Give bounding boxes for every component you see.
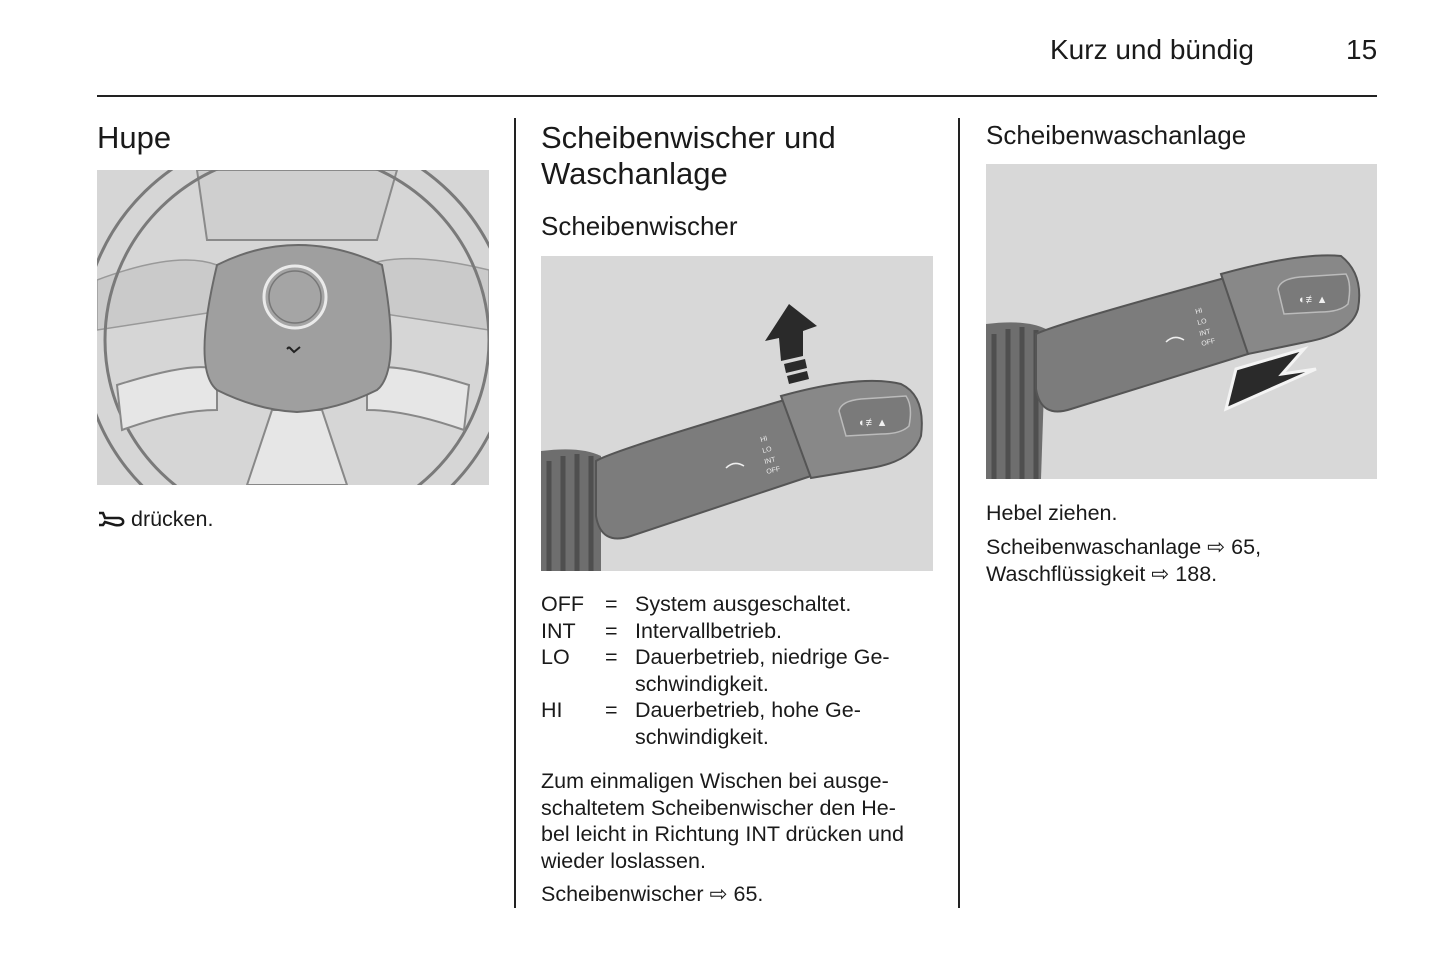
header-divider [97,95,1377,97]
steering-wheel-airbag-illustration [97,170,489,485]
reference-page: 65. [733,882,764,906]
svg-text:HI: HI [1194,307,1204,316]
washer-stalk-figure [986,164,1377,479]
definition-term: LO [541,645,570,669]
definition-text [635,697,935,750]
heading-line-2: Waschanlage [541,156,728,191]
paragraph-line: Zum einmaligen Wischen bei ausge- [541,769,889,793]
svg-text:◐≢▲: ◐≢▲ [859,417,888,429]
definition-text: System ausgeschaltet. [635,592,852,616]
paragraph-line: bel leicht in Richtung [541,822,746,846]
definition-text-line2: schwindigkeit. [635,671,769,696]
reference-text: Scheibenwischer [541,882,704,906]
subheading-scheibenwaschanlage: Scheibenwaschanlage [986,120,1247,150]
wiper-stalk-figure [541,256,933,571]
definition-term: OFF [541,592,584,616]
definition-text-line1: Dauerbetrieb, niedrige Ge- [635,645,890,669]
arrow-right-icon: ⇨ [709,882,728,906]
single-wipe-paragraph [541,768,941,874]
horn-instruction [97,506,213,533]
cross-references-washer [986,534,1261,587]
steering-wheel-figure [97,170,489,485]
definition-text: Intervallbetrieb. [635,618,782,643]
wiper-mode-definitions [541,591,935,750]
subheading-scheibenwischer: Scheibenwischer [541,211,738,241]
running-header-title: Kurz und bündig [1050,34,1254,65]
arrow-right-icon: ⇨ [1207,535,1226,559]
reference-text: Scheibenwaschanlage [986,535,1202,559]
reference-page: 65, [1231,535,1262,559]
wiper-stalk-pull-illustration [986,164,1377,479]
definition-equals: = [605,592,618,616]
horn-icon [97,507,131,531]
svg-text:INT: INT [763,456,777,466]
cross-reference-scheibenwischer[interactable] [541,881,763,908]
definition-term: INT [541,618,576,643]
definition-equals: = [605,698,618,722]
paragraph-line: schaltetem Scheibenwischer den He- [541,795,896,820]
heading-line-1: Scheibenwischer und [541,120,836,155]
definition-row-off [541,591,935,618]
definition-row-lo [541,644,935,697]
page-number: 15 [1346,34,1378,65]
svg-text:LO: LO [761,445,773,455]
paragraph-line: drücken und [779,822,904,846]
definition-term: HI [541,698,563,722]
svg-text:OFF: OFF [1200,337,1217,348]
reference-text: Waschflüssigkeit [986,561,1146,586]
definition-equals: = [605,618,618,643]
column-divider [514,118,516,908]
reference-page: 188. [1175,561,1218,586]
svg-text:LO: LO [1196,317,1208,327]
definition-row-int [541,618,935,645]
svg-text:OFF: OFF [765,465,782,476]
paragraph-line: wieder loslassen. [541,848,706,873]
svg-text:HI: HI [759,435,769,444]
cross-reference-waschfluessigkeit[interactable] [986,561,1217,588]
paragraph-term-int: INT [745,822,780,846]
definition-row-hi [541,697,935,750]
section-heading-hupe: Hupe [97,120,172,155]
column-divider [958,118,960,908]
horn-instruction-text: drücken. [130,507,214,531]
section-heading-scheibenwischer [541,120,836,192]
svg-text:◐≢▲: ◐≢▲ [1299,294,1328,306]
definition-text [635,644,935,697]
arrow-right-icon: ⇨ [1151,561,1170,586]
definition-text-line2: schwindigkeit. [635,724,769,749]
washer-instruction: Hebel ziehen. [986,501,1118,525]
svg-text:INT: INT [1198,328,1212,338]
cross-reference-scheibenwaschanlage[interactable] [986,534,1261,561]
definition-text-line1: Dauerbetrieb, hohe Ge- [635,698,861,722]
definition-equals: = [605,645,618,669]
wiper-stalk-push-up-illustration [541,256,933,571]
